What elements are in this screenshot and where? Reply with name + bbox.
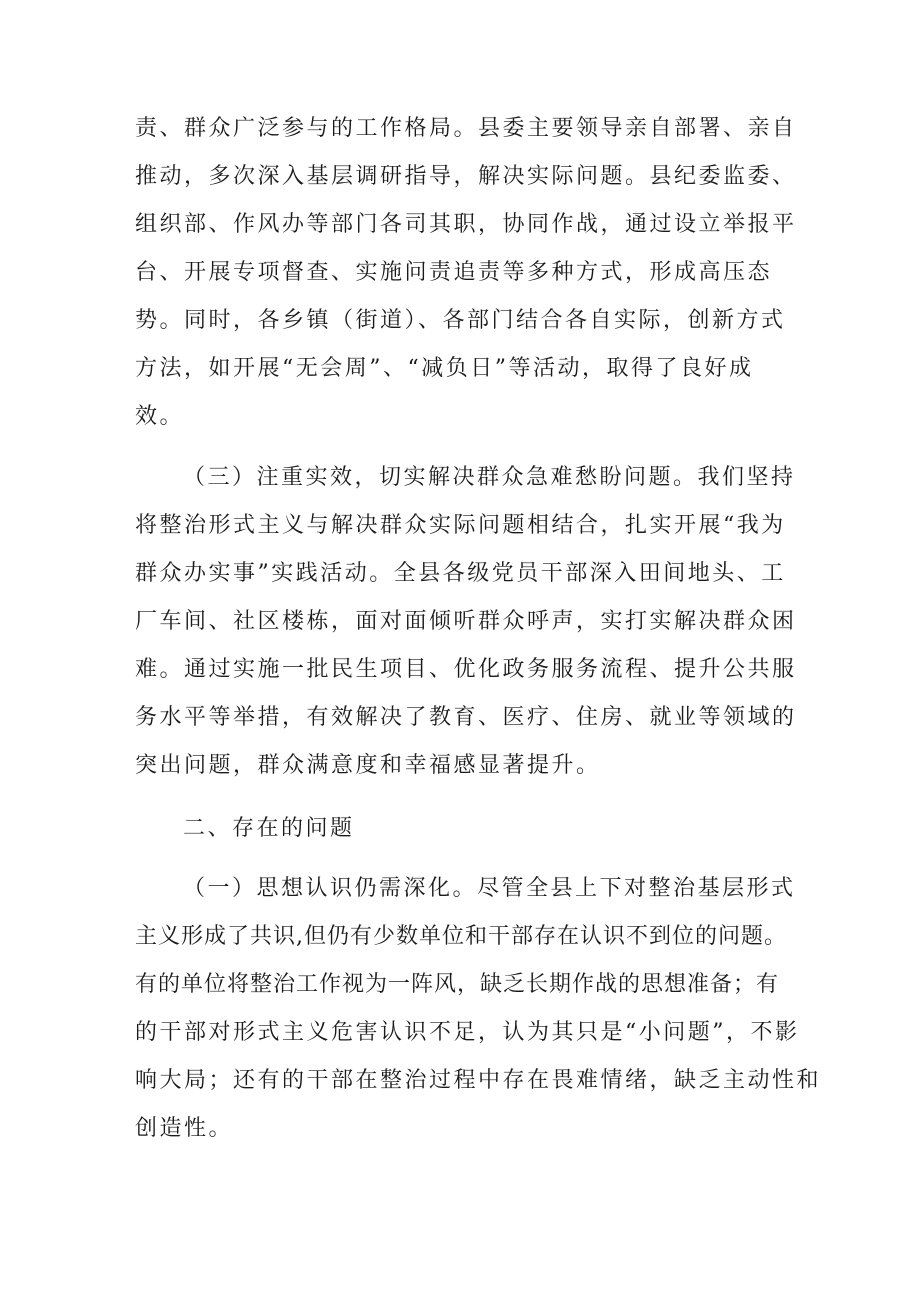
body-line: 务水平等举措，有效解决了教育、医疗、住房、就业等领域的 <box>135 705 797 730</box>
body-line: 难。通过实施一批民生项目、优化政务服务流程、提升公共服 <box>135 657 797 682</box>
body-line: 推动，多次深入基层调研指导，解决实际问题。县纪委监委、 <box>135 164 797 189</box>
body-line: 势。同时，各乡镇（街道）、各部门结合各自实际，创新方式 <box>135 308 786 333</box>
body-line: 厂车间、社区楼栋，面对面倾听群众呼声，实打实解决群众困 <box>135 609 797 634</box>
body-line: 主义形成了共识,但仍有少数单位和干部存在认识不到位的问题。 <box>135 924 787 949</box>
body-line: 方法，如开展“无会周”、“减负日”等活动，取得了良好成 <box>135 356 754 381</box>
body-line: 台、开展专项督查、实施问责追责等多种方式，形成高压态 <box>135 260 773 285</box>
body-line: 突出问题，群众满意度和幸福感显著提升。 <box>135 753 601 778</box>
body-line: 群众办实事”实践活动。全县各级党员干部深入田间地头、工 <box>135 561 786 586</box>
body-line: 效。 <box>135 404 185 429</box>
body-line: 响大局；还有的干部在整治过程中存在畏难情绪，缺乏主动性和 <box>135 1068 822 1093</box>
body-line: 的干部对形式主义危害认识不足，认为其只是“小问题”，不影 <box>135 1020 800 1045</box>
body-line: 责、群众广泛参与的工作格局。县委主要领导亲自部署、亲自 <box>135 116 797 141</box>
section-title: 二、存在的问题 <box>183 816 355 841</box>
body-line: 创造性。 <box>135 1116 234 1141</box>
section-heading-3: （三）注重实效，切实解决群众急难愁盼问题。我们坚持 <box>183 465 796 490</box>
body-line: 将整治形式主义与解决群众实际问题相结合，扎实开展“我为 <box>135 513 786 538</box>
section-heading-1: （一）思想认识仍需深化。尽管全县上下对整治基层形式 <box>183 876 796 901</box>
body-line: 有的单位将整治工作视为一阵风，缺乏长期作战的思想准备；有 <box>135 972 780 997</box>
body-line: 组织部、作风办等部门各司其职，协同作战，通过设立举报平 <box>135 212 797 237</box>
